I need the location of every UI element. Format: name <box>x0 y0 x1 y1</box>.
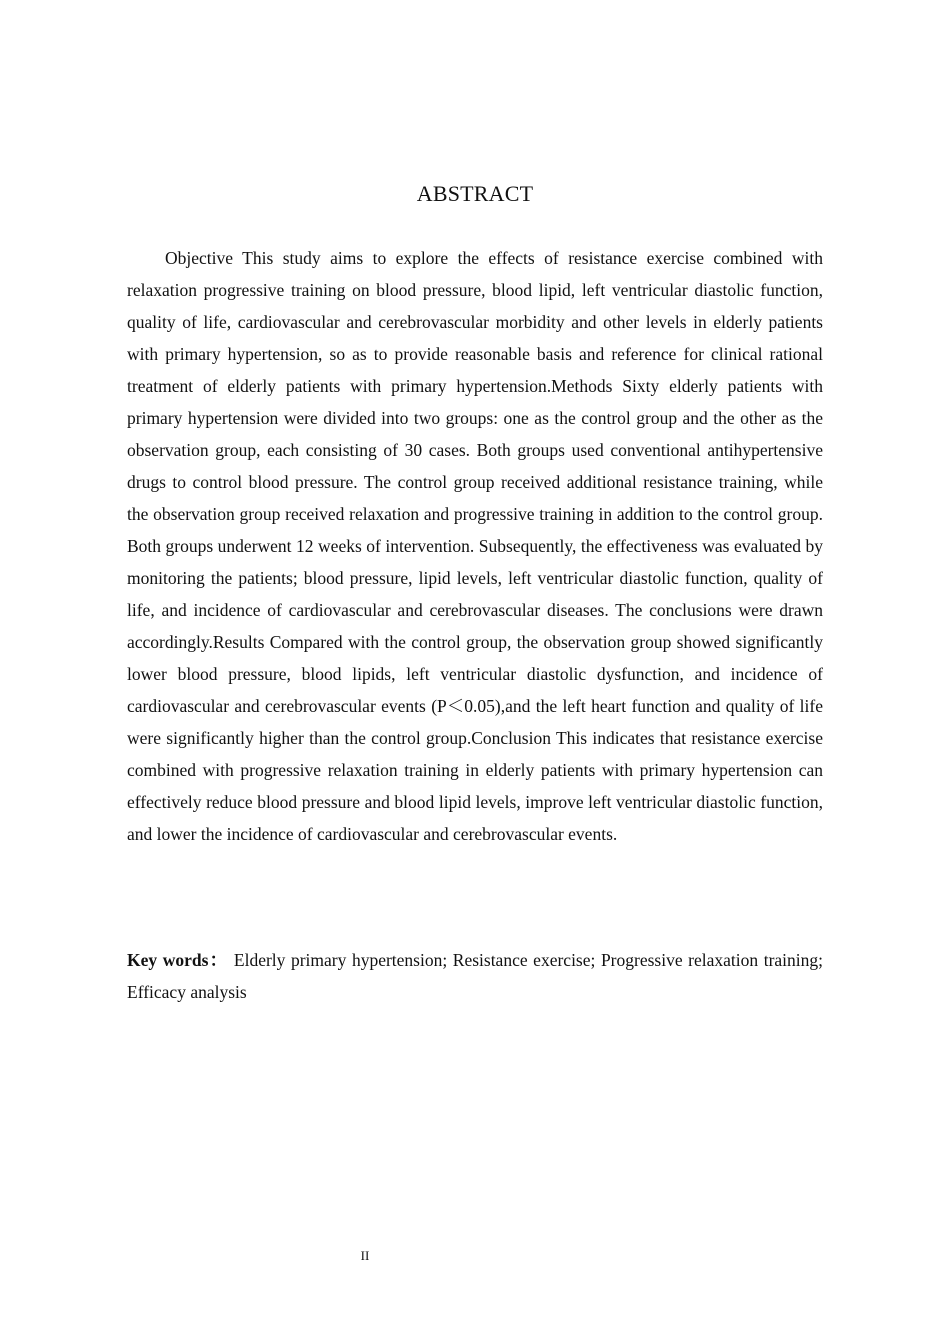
page-number: II <box>360 1248 370 1263</box>
abstract-body: Objective This study aims to explore the effects of resistance exercise combined with relaxation progressive training on blood pressure, blood lipid, left ventricular diastolic function, quality of life, cardiovascular and cerebrovascular morbidity and other levels in elderly patients with primary hypertension, so as to provide reasonable basis and reference for clinical rational treatment of elderly patients with primary hypertension.Methods Sixty elderly patients with primary hypertension were divided into two groups: one as the control group and the other as the observation group, each consisting of 30 cases. Both groups used conventional antihypertensive drugs to control blood pressure. The control group received additional resistance training, while the observation group received relaxation and progressive training in addition to the control group. Both groups underwent 12 weeks of intervention. Subsequently, the effectiveness was evaluated by monitoring the patients; blood pressure, lipid levels, left ventricular diastolic function, quality of life, and incidence of cardiovascular and cerebrovascular diseases. The conclusions were drawn accordingly.Results Compared with the control group, the observation group showed significantly lower blood pressure, blood lipids, left ventricular diastolic dysfunction, and incidence of cardiovascular and cerebrovascular events (P＜0.05),and the left heart function and quality of life were significantly higher than the control group.Conclusion This indicates that resistance exercise combined with progressive relaxation training in elderly patients with primary hypertension can effectively reduce blood pressure and blood lipid levels, improve left ventricular diastolic function, and lower the incidence of cardiovascular and cerebrovascular events. <box>127 248 823 844</box>
keywords-text: Elderly primary hypertension; Resistance exercise; Progressive relaxation training; Efficacy analysis <box>127 950 824 1002</box>
keywords-paragraph <box>127 944 823 1008</box>
keywords-label: Key words： <box>127 950 229 970</box>
abstract-title: ABSTRACT <box>416 181 534 206</box>
